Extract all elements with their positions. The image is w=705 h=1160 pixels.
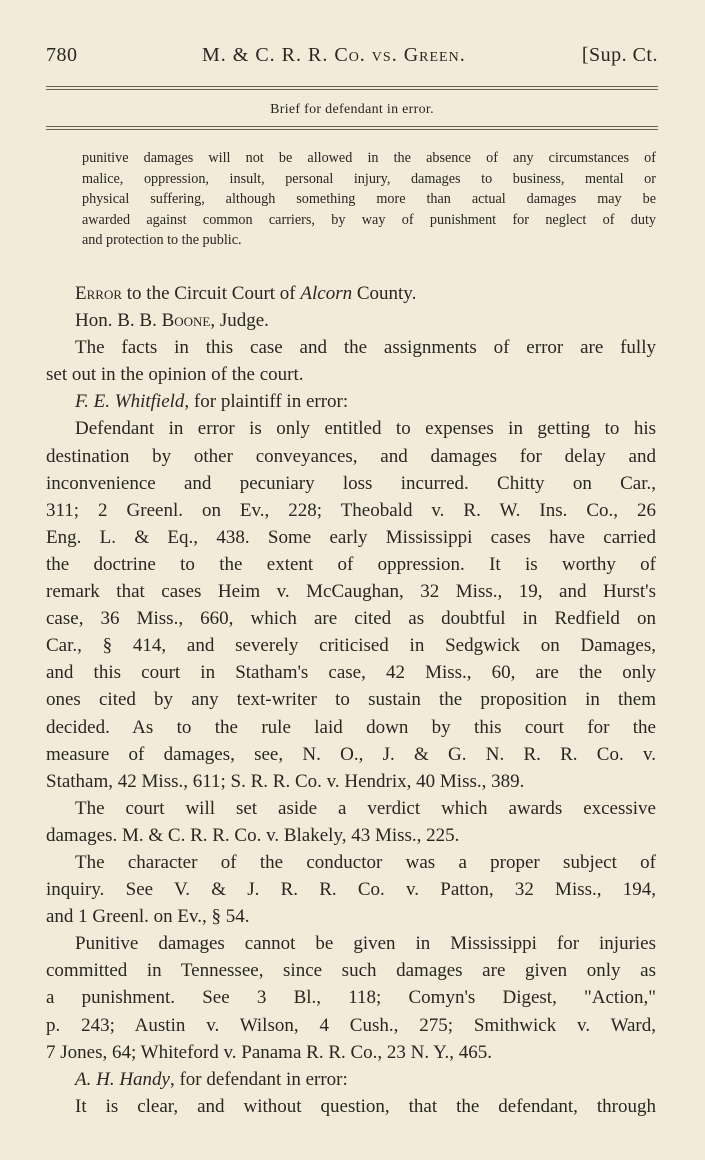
- running-head: [46, 44, 658, 74]
- text-line: inconvenience and pecuniary loss incurred. Chitty on Car.,: [46, 472, 656, 494]
- text-line: and 1 Greenl. on Ev., § 54.: [46, 906, 250, 928]
- header-rule: [46, 86, 658, 90]
- subhead-rule: [46, 126, 658, 130]
- headnote-line: physical suffering, although something more than actual damages may be: [82, 191, 656, 208]
- county-name: Alcorn: [300, 283, 353, 304]
- judge-suffix: , Judge.: [210, 310, 269, 332]
- text-line: decided. As to the rule laid down by this court for the: [46, 716, 656, 738]
- text-line: p. 243; Austin v. Wilson, 4 Cush., 275; Smithwick v. Ward,: [46, 1014, 656, 1036]
- text-line: The character of the conductor was a proper subject of: [75, 851, 656, 873]
- text-line: and this court in Statham's case, 42 Miss., 60, are the only: [46, 662, 656, 684]
- judge-name: Boone: [161, 310, 211, 332]
- error-label: Error: [75, 283, 123, 304]
- text-line: The facts in this case and the assignments of error are fully: [75, 337, 656, 359]
- text-line: damages. M. & C. R. R. Co. v. Blakely, 43 Miss., 225.: [46, 824, 460, 846]
- headnote-line: and protection to the public.: [82, 232, 242, 249]
- text-line: ones cited by any text-writer to sustain the proposition in them: [46, 689, 656, 711]
- text-line: destination by other conveyances, and damages for delay and: [46, 445, 656, 467]
- defendant-counsel-role: , for defendant in error:: [169, 1068, 348, 1090]
- brief-body: [46, 280, 656, 1120]
- error-suffix: County.: [352, 283, 417, 304]
- plaintiff-counsel-role: , for plaintiff in error:: [184, 391, 349, 413]
- section-subhead: Brief for defendant in error.: [270, 102, 434, 117]
- case-title: M. & C. R. R. Co. vs. Green.: [202, 44, 466, 66]
- judge-line: [46, 307, 656, 334]
- text-line: committed in Tennessee, since such damages are given only as: [46, 960, 656, 982]
- headnote-line: punitive damages will not be allowed in the absence of any circumstances of: [82, 150, 656, 166]
- headnote-line: awarded against common carriers, by way of punishment for neglect of duty: [82, 211, 656, 228]
- error-text: to the Circuit Court of: [122, 283, 301, 304]
- headnote: [82, 148, 656, 251]
- plaintiff-counsel-name: F. E. Whitfield: [75, 391, 185, 413]
- text-line: Statham, 42 Miss., 611; S. R. R. Co. v. Hendrix, 40 Miss., 389.: [46, 770, 525, 792]
- text-line: It is clear, and without question, that the defendant, through: [75, 1095, 656, 1117]
- text-line: a punishment. See 3 Bl., 118; Comyn's Digest, "Action,": [46, 987, 656, 1009]
- defendant-counsel-name: A. H. Handy: [75, 1068, 170, 1090]
- error-line: [46, 280, 656, 307]
- text-line: set out in the opinion of the court.: [46, 364, 304, 386]
- text-line: the doctrine to the extent of oppression. It is worthy of: [46, 553, 656, 575]
- text-line: case, 36 Miss., 660, which are cited as doubtful in Redfield on: [46, 608, 656, 630]
- page-number: 780: [46, 44, 78, 66]
- court-abbreviation: [Sup. Ct.: [581, 44, 658, 66]
- text-line: Punitive damages cannot be given in Mississippi for injuries: [75, 933, 656, 955]
- counsel-defendant: [46, 1066, 656, 1093]
- text-line: inquiry. See V. & J. R. R. Co. v. Patton, 32 Miss., 194,: [46, 879, 656, 901]
- text-line: measure of damages, see, N. O., J. & G. N. R. R. Co. v.: [46, 743, 656, 765]
- text-line: Car., § 414, and severely criticised in Sedgwick on Damages,: [46, 635, 656, 657]
- counsel-plaintiff: [46, 388, 656, 415]
- headnote-line: malice, oppression, insult, personal injury, damages to business, mental or: [82, 170, 656, 187]
- text-line: 7 Jones, 64; Whiteford v. Panama R. R. Co., 23 N. Y., 465.: [46, 1041, 492, 1063]
- judge-prefix: Hon. B. B.: [75, 310, 162, 332]
- text-line: 311; 2 Greenl. on Ev., 228; Theobald v. R. W. Ins. Co., 26: [46, 499, 656, 521]
- text-line: Eng. L. & Eq., 438. Some early Mississippi cases have carried: [46, 526, 656, 548]
- text-line: remark that cases Heim v. McCaughan, 32 Miss., 19, and Hurst's: [46, 581, 656, 603]
- text-line: The court will set aside a verdict which awards excessive: [75, 797, 656, 819]
- text-line: Defendant in error is only entitled to expenses in getting to his: [75, 418, 656, 440]
